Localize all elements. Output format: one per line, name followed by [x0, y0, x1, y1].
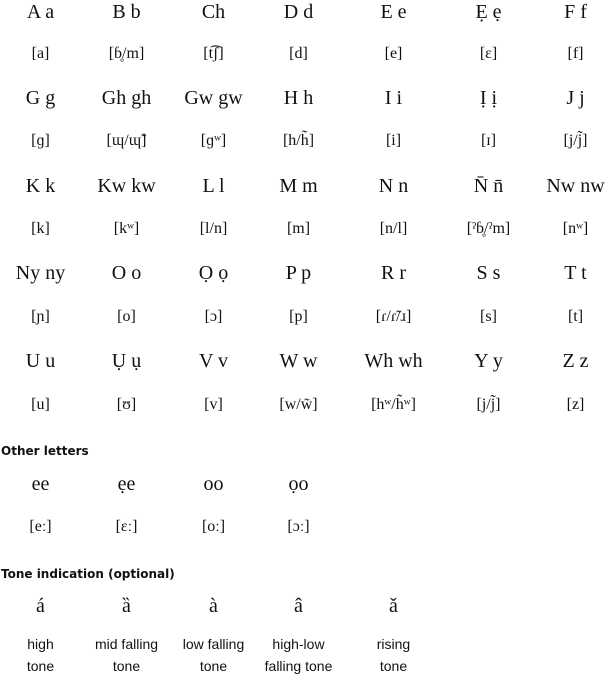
letter-e-dot-e: ẹe	[117, 473, 136, 495]
tone-label-rising	[350, 633, 437, 677]
ipa-e-dot-e: [ɛː]	[115, 518, 138, 535]
ipa-gw: [ɡʷ]	[200, 132, 227, 149]
letter-kw: Kw kw	[97, 175, 156, 197]
tone-mark-low-falling: à	[209, 595, 218, 617]
tone-label-line1: rising	[376, 636, 411, 652]
ipa-row-1	[0, 44, 611, 74]
letter-r: R r	[381, 262, 406, 284]
ipa-row-4	[0, 307, 611, 337]
tone-mark-high-low-falling: â	[294, 595, 303, 617]
ipa-ny: [ɲ]	[31, 308, 50, 325]
ipa-p: [p]	[289, 308, 308, 325]
letter-d: D d	[283, 1, 314, 23]
ipa-t: [t]	[567, 308, 584, 325]
ipa-o-dot: [ɔ]	[204, 308, 223, 325]
letter-row-1	[0, 0, 611, 30]
letter-u: U u	[25, 350, 56, 372]
ipa-e-dot: [ɛ]	[479, 45, 498, 62]
tone-marks-row	[0, 594, 611, 624]
ipa-n: [n/l]	[379, 220, 408, 237]
letter-gw: Gw gw	[184, 87, 243, 109]
other-letters-row	[0, 472, 611, 502]
letter-o-dot-o: ọo	[288, 473, 309, 495]
ipa-d: [d]	[289, 45, 308, 62]
other-ipa-row	[0, 517, 611, 547]
ipa-wh: [hʷ/h̃ʷ]	[371, 396, 416, 413]
tone-label-line2: tone	[379, 658, 408, 674]
ipa-e: [e]	[384, 45, 403, 62]
letter-nw: Nw nw	[546, 175, 605, 197]
letter-b: B b	[112, 1, 141, 23]
tone-label-mid-falling	[83, 633, 170, 677]
letter-n-macron: N̄ n̄	[473, 175, 504, 197]
ipa-m: [m]	[286, 220, 311, 237]
ipa-w: [w/w̃]	[279, 396, 318, 413]
letter-m: M m	[279, 175, 318, 197]
ipa-l: [l/n]	[199, 220, 228, 237]
letter-s: S s	[476, 262, 501, 284]
letter-u-dot: Ụ ụ	[111, 350, 142, 372]
ipa-row-2	[0, 131, 611, 161]
ipa-row-5	[0, 395, 611, 425]
tone-label-line1: mid falling	[94, 636, 159, 652]
letter-row-5	[0, 349, 611, 379]
ipa-kw: [kʷ]	[113, 220, 140, 237]
letter-i-dot: Ị ị	[479, 87, 498, 109]
ipa-n-macron: [ˀɓ̥/ˀm]	[466, 220, 511, 237]
letter-k: K k	[25, 175, 56, 197]
letter-gh: Gh gh	[101, 87, 152, 109]
letter-wh: Wh wh	[364, 350, 423, 372]
tone-heading: Tone indication (optional)	[1, 567, 175, 581]
tone-label-line1: low falling	[182, 636, 245, 652]
letter-g: G g	[25, 87, 56, 109]
letter-l: L l	[202, 175, 225, 197]
ipa-v: [v]	[204, 396, 223, 413]
ipa-b: [ɓ̥/m]	[108, 45, 145, 62]
ipa-ch: [t͡ʃ]	[203, 45, 224, 62]
ipa-o: [o]	[117, 308, 136, 325]
ipa-z: [z]	[566, 396, 585, 413]
ipa-i: [i]	[385, 132, 402, 149]
letter-i: I i	[384, 87, 403, 109]
ipa-ee: [eː]	[29, 518, 52, 535]
tone-label-high	[0, 633, 84, 677]
letter-f: F f	[564, 1, 587, 23]
letter-e-dot: Ẹ ẹ	[475, 1, 502, 23]
tone-label-low-falling	[170, 633, 257, 677]
letter-row-3	[0, 174, 611, 204]
letter-o: O o	[111, 262, 142, 284]
tone-label-line2: falling tone	[264, 658, 333, 674]
letter-p: P p	[285, 262, 312, 284]
ipa-row-3	[0, 219, 611, 249]
ipa-k: [k]	[31, 220, 50, 237]
letter-h: H h	[283, 87, 314, 109]
ipa-g: [ɡ]	[31, 132, 50, 149]
tone-label-high-low-falling	[255, 633, 342, 677]
letter-j: J j	[566, 87, 585, 109]
ipa-u: [u]	[31, 396, 50, 413]
letter-t: T t	[564, 262, 587, 284]
ipa-s: [s]	[480, 308, 497, 325]
tone-label-line1: high	[27, 636, 54, 652]
letter-row-2	[0, 86, 611, 116]
ipa-u-dot: [ʊ]	[116, 396, 137, 413]
letter-e: E e	[380, 1, 407, 23]
tone-label-line2: tone	[199, 658, 228, 674]
other-letters-heading: Other letters	[1, 444, 89, 458]
letter-z: Z z	[562, 350, 589, 372]
tone-labels-row	[0, 633, 611, 677]
letter-v: V v	[198, 350, 229, 372]
letter-oo: oo	[203, 473, 224, 495]
ipa-gh: [ɰ/ɰ̃]	[106, 132, 147, 149]
letter-n: N n	[378, 175, 409, 197]
letter-ee: ee	[31, 473, 50, 495]
letter-o-dot: Ọ ọ	[198, 262, 229, 284]
letter-ny: Ny ny	[15, 262, 66, 284]
letter-y: Y y	[474, 350, 503, 372]
ipa-nw: [nʷ]	[562, 220, 589, 237]
ipa-f: [f]	[567, 45, 584, 62]
ipa-r: [ɾ/ɾ̃/ɹ]	[375, 308, 412, 325]
letter-ch: Ch	[201, 1, 226, 23]
ipa-y: [j/j̃]	[476, 396, 501, 413]
ipa-oo: [oː]	[201, 518, 226, 535]
ipa-h: [h/h̃]	[282, 132, 315, 149]
tone-mark-mid-falling: ȁ	[122, 595, 131, 617]
ipa-i-dot: [ɪ]	[480, 132, 497, 149]
tone-label-line2: tone	[112, 658, 141, 674]
ipa-a: [a]	[31, 45, 50, 62]
tone-mark-rising: ǎ	[389, 595, 398, 617]
ipa-o-dot-o: [ɔː]	[287, 518, 310, 535]
letter-row-4	[0, 261, 611, 291]
tone-label-line1: high-low	[272, 636, 325, 652]
ipa-j: [j/j̃]	[563, 132, 588, 149]
letter-a: A a	[26, 1, 55, 23]
tone-label-line2: tone	[26, 658, 55, 674]
letter-w: W w	[279, 350, 318, 372]
tone-mark-high: á	[36, 595, 45, 617]
